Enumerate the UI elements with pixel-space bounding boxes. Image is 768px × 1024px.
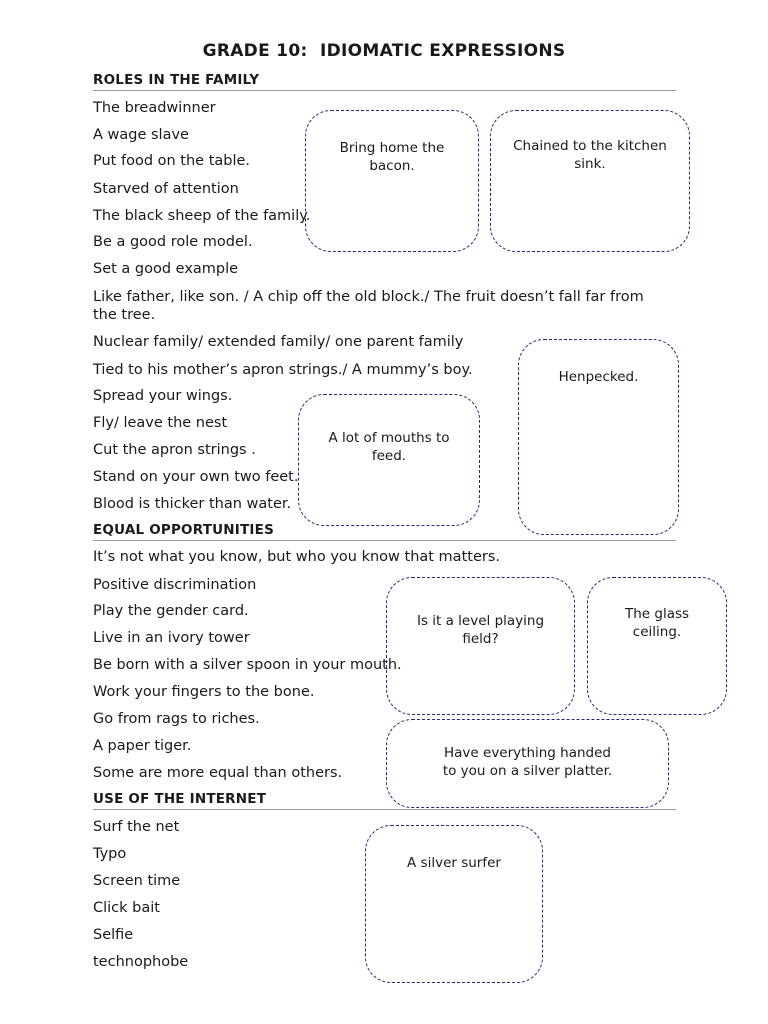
list-item: Like father, like son. / A chip off the old block./ The fruit doesn’t fall far from the tree. (93, 289, 644, 323)
list-item: Typo (93, 846, 127, 862)
box-text: A lot of mouths to feed. (328, 430, 450, 464)
list-item: A wage slave (93, 127, 189, 143)
list-item: Play the gender card. (93, 603, 249, 619)
list-item: Some are more equal than others. (93, 765, 343, 781)
idiom-box-mouths-to-feed (298, 394, 480, 526)
idiom-box-level-playing-field (386, 577, 575, 715)
box-text: Have everything handed to you on a silver platter. (442, 745, 613, 779)
list-item: Screen time (93, 873, 181, 889)
page-title: GRADE 10: IDIOMATIC EXPRESSIONS (202, 41, 566, 61)
list-item: The breadwinner (93, 100, 216, 116)
box-text: Chained to the kitchen sink. (513, 138, 667, 172)
list-item: Click bait (93, 900, 160, 916)
list-item: The black sheep of the family. (93, 208, 311, 224)
list-item: Put food on the table. (93, 153, 251, 169)
list-item: Spread your wings. (93, 388, 233, 404)
list-item: Go from rags to riches. (93, 711, 260, 727)
section-heading-equal-opportunities: EQUAL OPPORTUNITIES (93, 522, 676, 541)
list-item: A paper tiger. (93, 738, 192, 754)
list-item: Tied to his mother’s apron strings./ A mummy’s boy. (93, 362, 473, 378)
list-item: Selfie (93, 927, 134, 943)
list-item: Cut the apron strings . (93, 442, 256, 458)
list-item: Live in an ivory tower (93, 630, 250, 646)
box-text: Bring home the bacon. (339, 140, 445, 174)
box-text: A silver surfer (407, 855, 501, 871)
box-text: Henpecked. (558, 369, 639, 385)
list-item: Work your fingers to the bone. (93, 684, 315, 700)
list-item: Nuclear family/ extended family/ one parent family (93, 334, 464, 350)
list-item: Set a good example (93, 261, 239, 277)
list-item: Starved of attention (93, 181, 239, 197)
list-item: Blood is thicker than water. (93, 496, 292, 512)
idiom-box-bacon (305, 110, 479, 252)
box-text: Is it a level playing field? (416, 613, 545, 647)
section-heading-roles: ROLES IN THE FAMILY (93, 72, 676, 91)
idiom-box-silver-surfer (365, 825, 543, 983)
list-item: Stand on your own two feet. (93, 469, 299, 485)
list-item: Be born with a silver spoon in your mouth. (93, 657, 402, 673)
list-item: technophobe (93, 954, 189, 970)
section-heading-internet: USE OF THE INTERNET (93, 791, 676, 810)
list-item: Be a good role model. (93, 234, 253, 250)
list-item: Positive discrimination (93, 577, 257, 593)
list-item: Fly/ leave the nest (93, 415, 228, 431)
idiom-box-silver-platter (386, 719, 669, 808)
box-text: The glass ceiling. (624, 606, 690, 640)
list-item: Surf the net (93, 819, 180, 835)
idiom-box-henpecked (518, 339, 679, 535)
list-item: It’s not what you know, but who you know that matters. (93, 549, 500, 565)
idiom-box-kitchen-sink (490, 110, 690, 252)
idiom-box-glass-ceiling (587, 577, 727, 715)
